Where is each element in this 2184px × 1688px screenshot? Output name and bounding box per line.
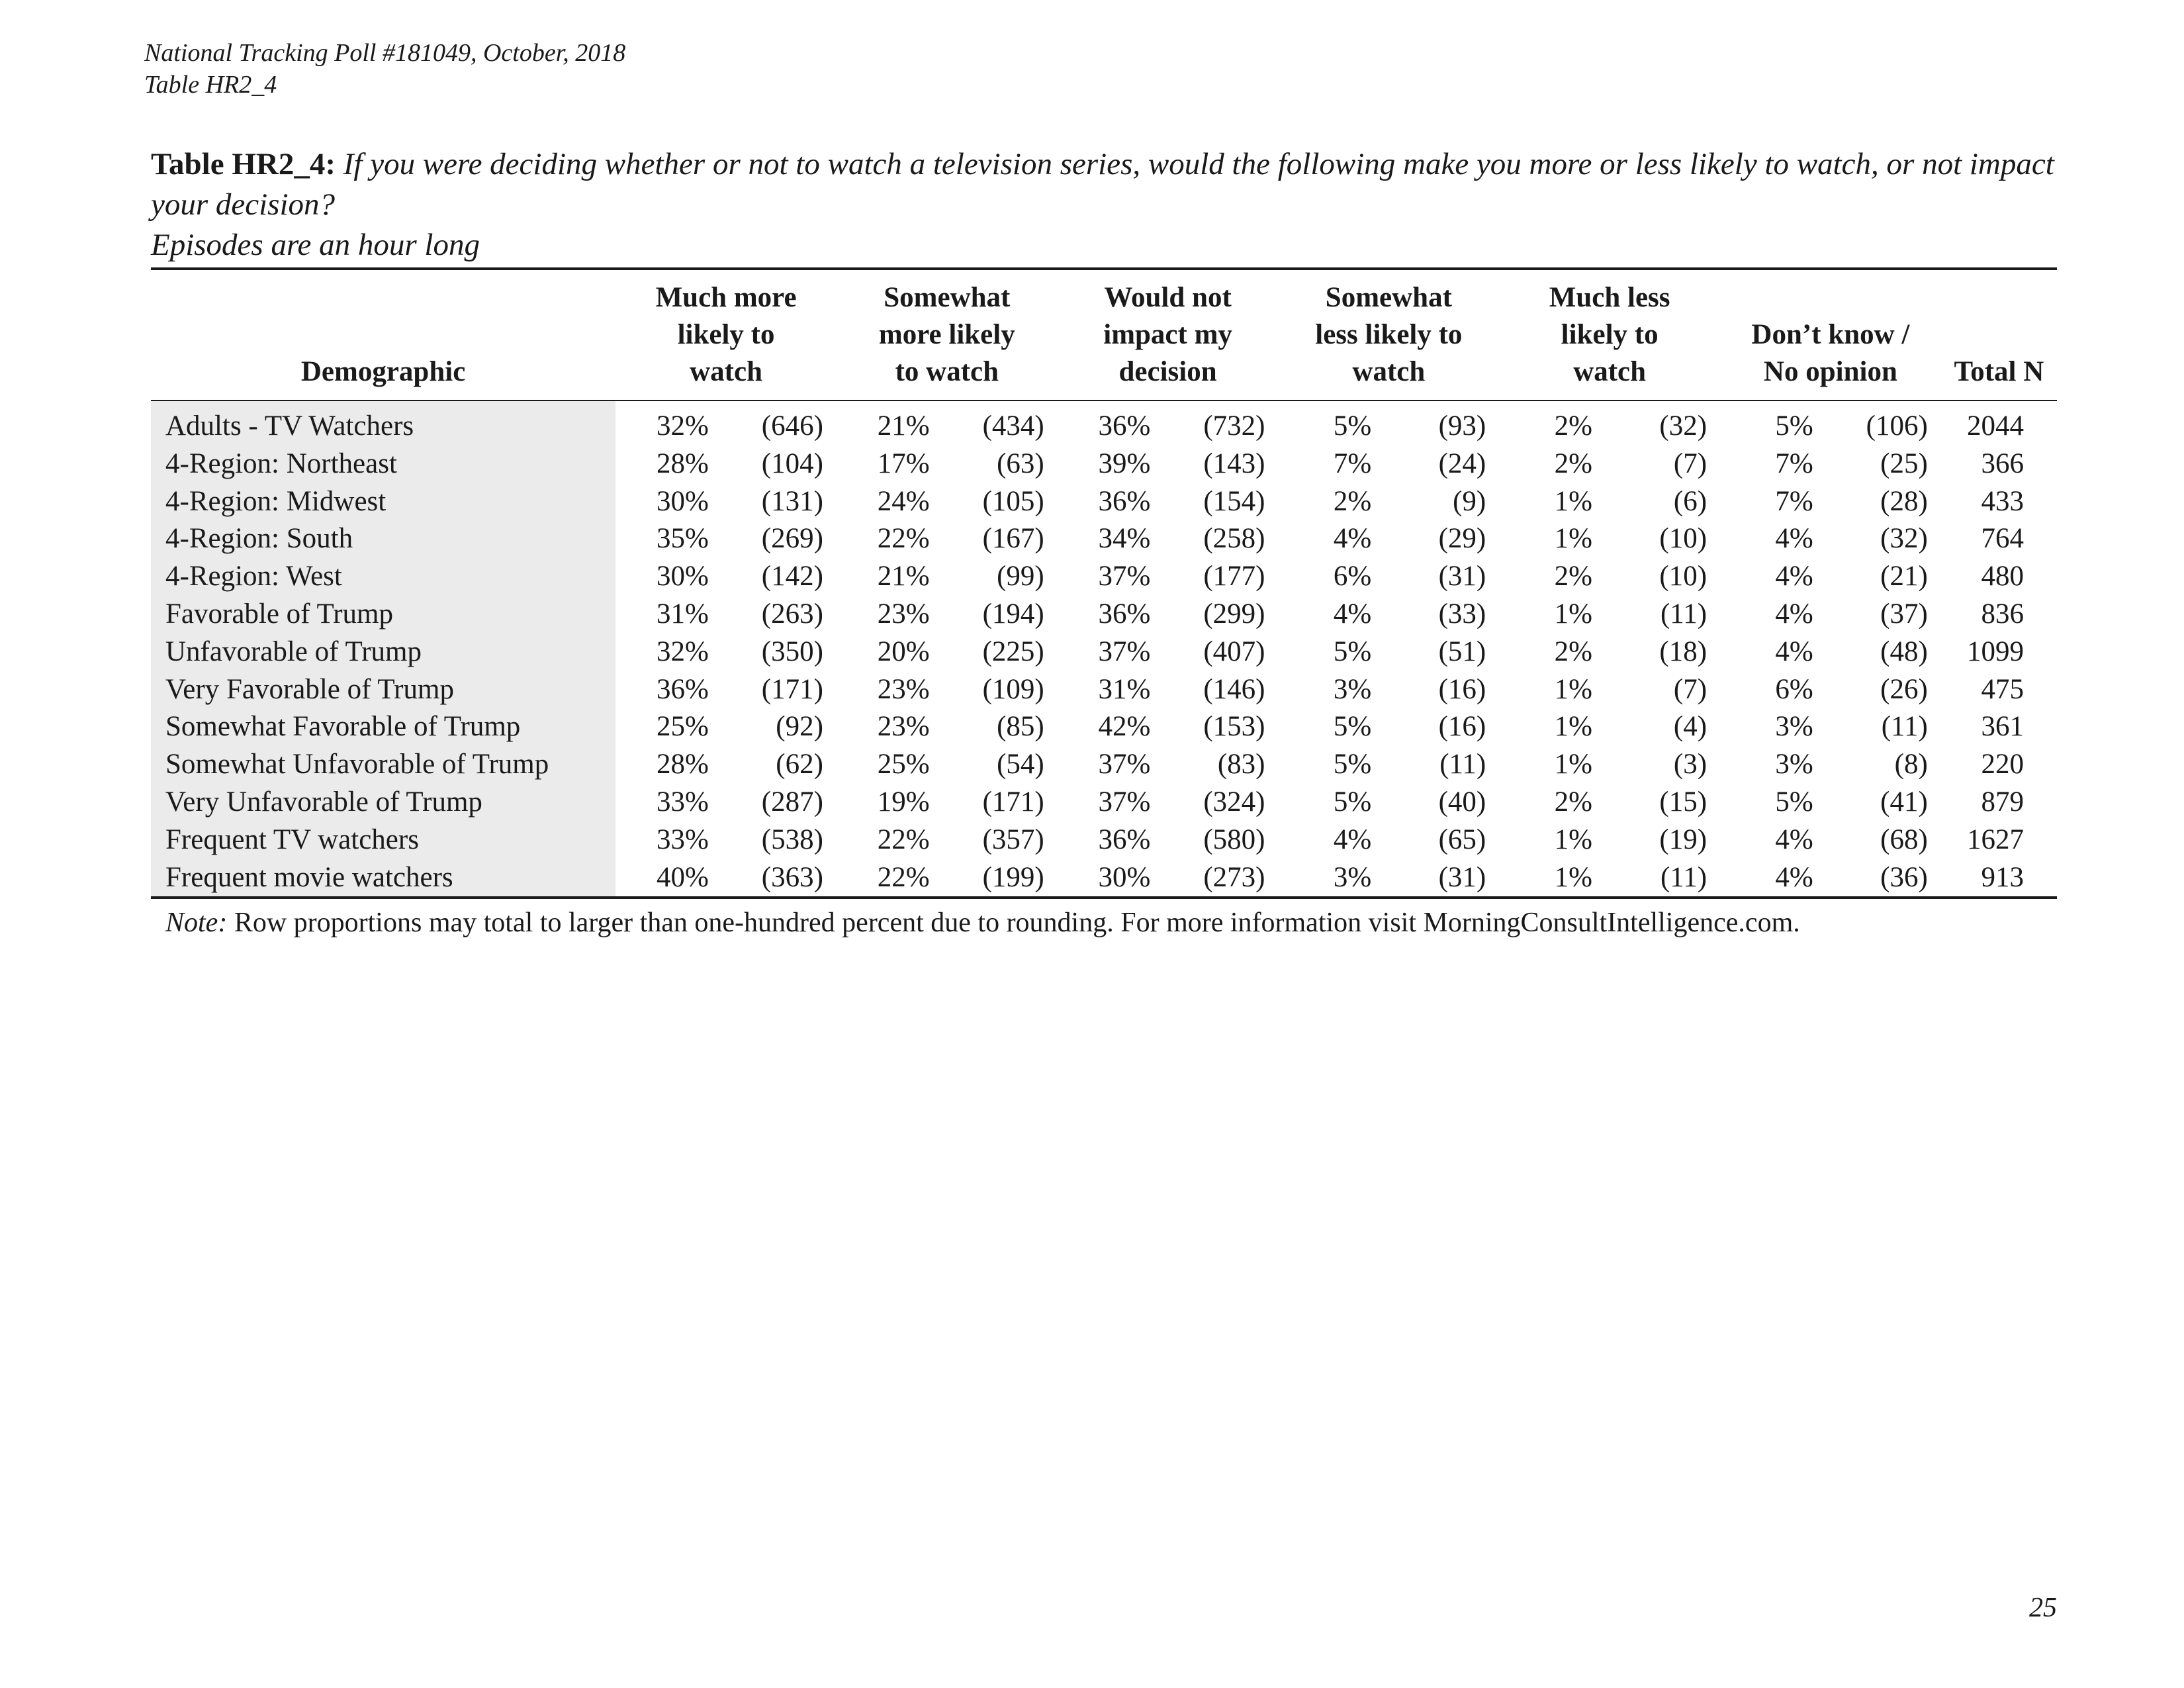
count-cell: (407) [1203,635,1265,667]
total-cell: 913 [1941,859,2057,898]
count-cell: (32) [1880,523,1928,555]
total-cell: 361 [1981,711,2024,743]
count-cell: (269) [761,523,823,555]
count-cell: (21) [1880,561,1928,592]
percent-cell: 40% [615,859,718,898]
percent-cell: 4% [1775,561,1813,592]
total-cell: 836 [1981,598,2024,630]
count-cell: (538) [761,823,823,855]
header-much-less-likely: Much less likely to watch [1499,269,1720,400]
count-cell: (11) [1881,711,1928,743]
count-cell: (83) [1217,749,1265,780]
percent-cell: 28% [657,447,709,479]
total-cell: 1099 [1967,635,2024,667]
count-cell: (99) [997,561,1044,592]
percent-cell: 4% [1775,598,1813,630]
percent-cell: 30% [1058,859,1160,898]
row-label: 4-Region: Northeast [151,445,615,483]
row-label: Very Favorable of Trump [151,671,615,709]
percent-cell: 4% [1333,823,1372,855]
count-cell: (54) [997,749,1044,780]
table-row [151,746,2057,784]
percent-cell: 3% [1775,749,1813,780]
percent-cell: 37% [1098,786,1151,818]
table-row [151,445,2057,483]
count-cell: (106) [1866,410,1928,442]
percent-cell: 1% [1554,485,1592,517]
percent-cell: 3% [1278,859,1381,898]
total-cell: 433 [1981,485,2024,517]
percent-cell: 32% [657,410,709,442]
count-cell: (273) [1160,859,1278,898]
count-cell: (24) [1438,447,1486,479]
percent-cell: 20% [877,635,930,667]
row-label: Adults - TV Watchers [151,400,615,445]
percent-cell: 30% [657,485,709,517]
title-subtitle: Episodes are an hour long [151,228,480,262]
count-cell: (105) [982,485,1044,517]
percent-cell: 1% [1554,823,1592,855]
percent-cell: 34% [1098,523,1151,555]
percent-cell: 19% [877,786,930,818]
count-cell: (41) [1880,786,1928,818]
percent-cell: 7% [1775,485,1813,517]
count-cell: (7) [1673,447,1707,479]
percent-cell: 36% [1098,823,1151,855]
percent-cell: 17% [877,447,930,479]
percent-cell: 36% [657,673,709,705]
count-cell: (31) [1438,561,1486,592]
count-cell: (580) [1203,823,1265,855]
percent-cell: 2% [1554,561,1592,592]
header-somewhat-less-likely: Somewhat less likely to watch [1278,269,1499,400]
percent-cell: 23% [877,711,930,743]
count-cell: (32) [1659,410,1707,442]
percent-cell: 31% [1098,673,1151,705]
running-head [144,37,625,101]
count-cell: (104) [761,447,823,479]
percent-cell: 31% [657,598,709,630]
count-cell: (153) [1203,711,1265,743]
percent-cell: 35% [657,523,709,555]
table-row [151,633,2057,671]
percent-cell: 22% [877,823,930,855]
header-somewhat-more-likely: Somewhat more likely to watch [837,269,1058,400]
table-row [151,596,2057,633]
count-cell: (357) [982,823,1044,855]
row-label: Frequent movie watchers [151,859,615,898]
count-cell: (646) [761,410,823,442]
count-cell: (31) [1381,859,1499,898]
total-cell: 1627 [1967,823,2024,855]
percent-cell: 36% [1098,410,1151,442]
total-cell: 366 [1981,447,2024,479]
percent-cell: 42% [1098,711,1151,743]
count-cell: (109) [982,673,1044,705]
count-cell: (142) [761,561,823,592]
total-cell: 879 [1981,786,2024,818]
header-demographic: Demographic [151,269,615,400]
count-cell: (62) [776,749,823,780]
count-cell: (25) [1880,447,1928,479]
percent-cell: 5% [1333,749,1372,780]
header-dont-know: Don’t know / No opinion [1720,269,1941,400]
percent-cell: 37% [1098,561,1151,592]
count-cell: (167) [982,523,1044,555]
table-row [151,483,2057,521]
count-cell: (324) [1203,786,1265,818]
count-cell: (194) [982,598,1044,630]
percent-cell: 37% [1098,749,1151,780]
row-label: Unfavorable of Trump [151,633,615,671]
percent-cell: 1% [1554,523,1592,555]
count-cell: (63) [997,447,1044,479]
count-cell: (263) [761,598,823,630]
poll-name: National Tracking Poll #181049, October, 2018 [144,39,626,67]
count-cell: (146) [1203,673,1265,705]
percent-cell: 36% [1098,598,1151,630]
header-would-not-impact: Would not impact my decision [1058,269,1279,400]
header-row [151,269,2057,400]
percent-cell: 2% [1333,485,1372,517]
percent-cell: 2% [1554,447,1592,479]
percent-cell: 1% [1499,859,1602,898]
count-cell: (18) [1659,635,1707,667]
percent-cell: 33% [657,786,709,818]
percent-cell: 28% [657,749,709,780]
row-label: Somewhat Favorable of Trump [151,708,615,746]
row-label: Favorable of Trump [151,596,615,633]
table-body [151,400,2057,898]
count-cell: (28) [1880,485,1928,517]
table-row [151,859,2057,898]
row-label: 4-Region: West [151,558,615,596]
count-cell: (40) [1438,786,1486,818]
percent-cell: 1% [1554,598,1592,630]
crosstab-table-container [151,267,2057,899]
count-cell: (36) [1823,859,1941,898]
count-cell: (65) [1438,823,1486,855]
row-label: Frequent TV watchers [151,821,615,859]
count-cell: (11) [1602,859,1720,898]
percent-cell: 3% [1775,711,1813,743]
count-cell: (48) [1880,635,1928,667]
count-cell: (16) [1438,673,1486,705]
percent-cell: 25% [877,749,930,780]
count-cell: (15) [1659,786,1707,818]
percent-cell: 21% [877,561,930,592]
percent-cell: 5% [1333,711,1372,743]
table-row [151,520,2057,558]
row-label: 4-Region: Midwest [151,483,615,521]
percent-cell: 23% [877,673,930,705]
count-cell: (171) [982,786,1044,818]
percent-cell: 21% [877,410,930,442]
total-cell: 2044 [1967,410,2024,442]
header-total-n: Total N [1941,269,2057,400]
total-cell: 480 [1981,561,2024,592]
count-cell: (225) [982,635,1044,667]
percent-cell: 5% [1775,786,1813,818]
count-cell: (6) [1673,485,1707,517]
percent-cell: 22% [877,523,930,555]
percent-cell: 5% [1333,410,1372,442]
title-question: If you were deciding whether or not to watch a television series, would the following make you more or less likely to watch, or not impact your decision? [151,147,2054,222]
count-cell: (26) [1880,673,1928,705]
table-id: Table HR2_4 [144,71,277,99]
count-cell: (68) [1880,823,1928,855]
row-label: Somewhat Unfavorable of Trump [151,746,615,784]
count-cell: (143) [1203,447,1265,479]
count-cell: (11) [1660,598,1707,630]
percent-cell: 22% [837,859,939,898]
count-cell: (33) [1438,598,1486,630]
count-cell: (37) [1880,598,1928,630]
count-cell: (363) [718,859,837,898]
count-cell: (4) [1673,711,1707,743]
percent-cell: 4% [1333,523,1372,555]
count-cell: (93) [1438,410,1486,442]
count-cell: (154) [1203,485,1265,517]
count-cell: (29) [1438,523,1486,555]
count-cell: (9) [1453,485,1486,517]
count-cell: (177) [1203,561,1265,592]
count-cell: (8) [1894,749,1928,780]
percent-cell: 7% [1333,447,1372,479]
note-text: Row proportions may total to larger than one-hundred percent due to rounding. For more information visit MorningConsultIntelligence.com. [234,908,1800,938]
note-label: Note: [165,908,228,938]
count-cell: (3) [1673,749,1707,780]
percent-cell: 25% [657,711,709,743]
row-label: 4-Region: South [151,520,615,558]
count-cell: (287) [761,786,823,818]
count-cell: (19) [1659,823,1707,855]
count-cell: (299) [1203,598,1265,630]
percent-cell: 4% [1775,523,1813,555]
percent-cell: 37% [1098,635,1151,667]
count-cell: (199) [939,859,1058,898]
count-cell: (7) [1673,673,1707,705]
percent-cell: 30% [657,561,709,592]
count-cell: (85) [997,711,1044,743]
count-cell: (51) [1438,635,1486,667]
count-cell: (10) [1659,523,1707,555]
header-much-more-likely: Much more likely to watch [615,269,837,400]
percent-cell: 1% [1554,749,1592,780]
percent-cell: 2% [1554,635,1592,667]
table-row [151,821,2057,859]
percent-cell: 1% [1554,673,1592,705]
percent-cell: 5% [1333,635,1372,667]
count-cell: (732) [1203,410,1265,442]
percent-cell: 3% [1333,673,1372,705]
percent-cell: 4% [1333,598,1372,630]
percent-cell: 7% [1775,447,1813,479]
percent-cell: 2% [1554,410,1592,442]
count-cell: (92) [776,711,823,743]
table-title [151,144,2057,265]
percent-cell: 32% [657,635,709,667]
percent-cell: 6% [1333,561,1372,592]
total-cell: 220 [1981,749,2024,780]
count-cell: (11) [1439,749,1486,780]
table-note [165,904,1800,941]
percent-cell: 4% [1720,859,1823,898]
table-row [151,558,2057,596]
percent-cell: 1% [1554,711,1592,743]
total-cell: 764 [1981,523,2024,555]
title-lead: Table HR2_4: [151,147,336,181]
percent-cell: 39% [1098,447,1151,479]
count-cell: (10) [1659,561,1707,592]
row-label: Very Unfavorable of Trump [151,784,615,821]
percent-cell: 2% [1554,786,1592,818]
percent-cell: 6% [1775,673,1813,705]
count-cell: (131) [761,485,823,517]
table-row [151,671,2057,709]
count-cell: (350) [761,635,823,667]
table-row [151,784,2057,821]
count-cell: (171) [761,673,823,705]
crosstab-table [151,267,2057,899]
percent-cell: 23% [877,598,930,630]
table-row [151,400,2057,445]
table-row [151,708,2057,746]
count-cell: (434) [982,410,1044,442]
percent-cell: 24% [877,485,930,517]
percent-cell: 36% [1098,485,1151,517]
percent-cell: 33% [657,823,709,855]
percent-cell: 5% [1775,410,1813,442]
percent-cell: 5% [1333,786,1372,818]
percent-cell: 4% [1775,823,1813,855]
count-cell: (16) [1438,711,1486,743]
percent-cell: 4% [1775,635,1813,667]
page-number: 25 [2029,1593,2057,1623]
total-cell: 475 [1981,673,2024,705]
count-cell: (258) [1203,523,1265,555]
